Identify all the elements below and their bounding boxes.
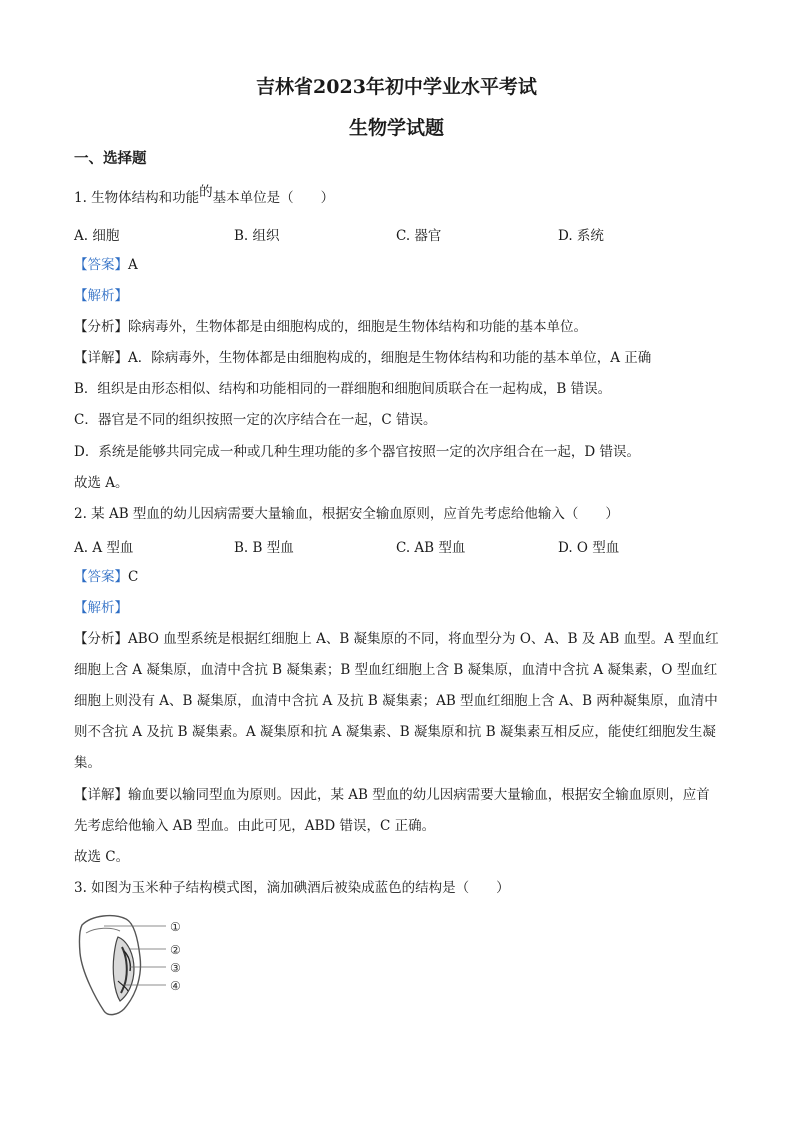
q1-analysis-tag: 【解析】 — [74, 288, 128, 304]
question-3-stem: 3. 如图为玉米种子结构模式图，滴加碘酒后被染成蓝色的结构是（ ） — [74, 880, 510, 896]
label-2: ② — [170, 943, 181, 957]
q1-xiangjie: 【详解】A．除病毒外，生物体都是由细胞构成的，细胞是生物体结构和功能的基本单位，A 正确 — [74, 350, 652, 366]
q1-answer: 【答案】A — [74, 257, 138, 273]
q2-option-c: C. AB 型血 — [396, 540, 466, 556]
label-4: ④ — [170, 979, 181, 993]
q1-explain-c: C．器官是不同的组织按照一定的次序结合在一起，C 错误。 — [74, 412, 437, 428]
q2-analysis-tag: 【解析】 — [74, 600, 128, 616]
q2-option-d: D. O 型血 — [558, 540, 620, 556]
q2-option-a: A. A 型血 — [74, 540, 134, 556]
q2-fenxi-line-2: 细胞上含 A 凝集原，血清中含抗 B 凝集素；B 型血红细胞上含 B 凝集原，血清中含抗 A 凝集素，O 型血红 — [74, 662, 718, 678]
section-heading: 一、选择题 — [74, 150, 147, 167]
corn-seed-svg — [74, 911, 194, 1021]
q1-explain-b: B．组织是由形态相似、结构和功能相同的一群细胞和细胞间质联合在一起构成，B 错误。 — [74, 381, 612, 397]
question-2-stem: 2. 某 AB 型血的幼儿因病需要大量输血，根据安全输血原则，应首先考虑给他输入（ ） — [74, 506, 619, 522]
q1-option-b: B. 组织 — [234, 228, 280, 244]
q1-conclusion: 故选 A。 — [74, 475, 129, 491]
q1-explain-d: D．系统是能够共同完成一种或几种生理功能的多个器官按照一定的次序组合在一起，D 错误。 — [74, 444, 640, 460]
q2-fenxi-line-1: 【分析】ABO 血型系统是根据红细胞上 A、B 凝集原的不同，将血型分为 O、A、B 及 AB 血型。A 型血红 — [74, 631, 719, 647]
q2-fenxi-line-3: 细胞上则没有 A、B 凝集原，血清中含抗 A 及抗 B 凝集素；AB 型血红细胞上含 A、B 两种凝集原，血清中 — [74, 693, 718, 709]
label-3: ③ — [170, 961, 181, 975]
q2-xiangjie-line-2: 先考虑给他输入 AB 型血。由此可见，ABD 错误，C 正确。 — [74, 818, 436, 834]
corn-seed-diagram — [74, 911, 194, 1021]
label-1: ① — [170, 920, 181, 934]
q1-fenxi: 【分析】除病毒外，生物体都是由细胞构成的，细胞是生物体结构和功能的基本单位。 — [74, 319, 587, 335]
page-subtitle: 生物学试题 — [348, 117, 444, 139]
seed-coat-line — [86, 928, 120, 933]
question-1-stem: 1. 生物体结构和功能的基本单位是（ ） — [74, 184, 335, 206]
page-title: 吉林省2023年初中学业水平考试 — [256, 76, 537, 98]
q2-conclusion: 故选 C。 — [74, 849, 130, 865]
q2-fenxi-line-4: 则不含抗 A 及抗 B 凝集素。A 凝集原和抗 A 凝集素、B 凝集原和抗 B 凝集素互相反应，能使红细胞发生凝 — [74, 724, 716, 740]
q1-option-c: C. 器官 — [396, 228, 442, 244]
q2-fenxi-line-5: 集。 — [74, 755, 101, 771]
q1-option-a: A. 细胞 — [74, 228, 120, 244]
q2-answer: 【答案】C — [74, 569, 139, 585]
q1-option-d: D. 系统 — [558, 228, 604, 244]
q2-xiangjie-line-1: 【详解】输血要以输同型血为原则。因此，某 AB 型血的幼儿因病需要大量输血，根据安全输血原则，应首 — [74, 787, 710, 803]
q2-option-b: B. B 型血 — [234, 540, 294, 556]
